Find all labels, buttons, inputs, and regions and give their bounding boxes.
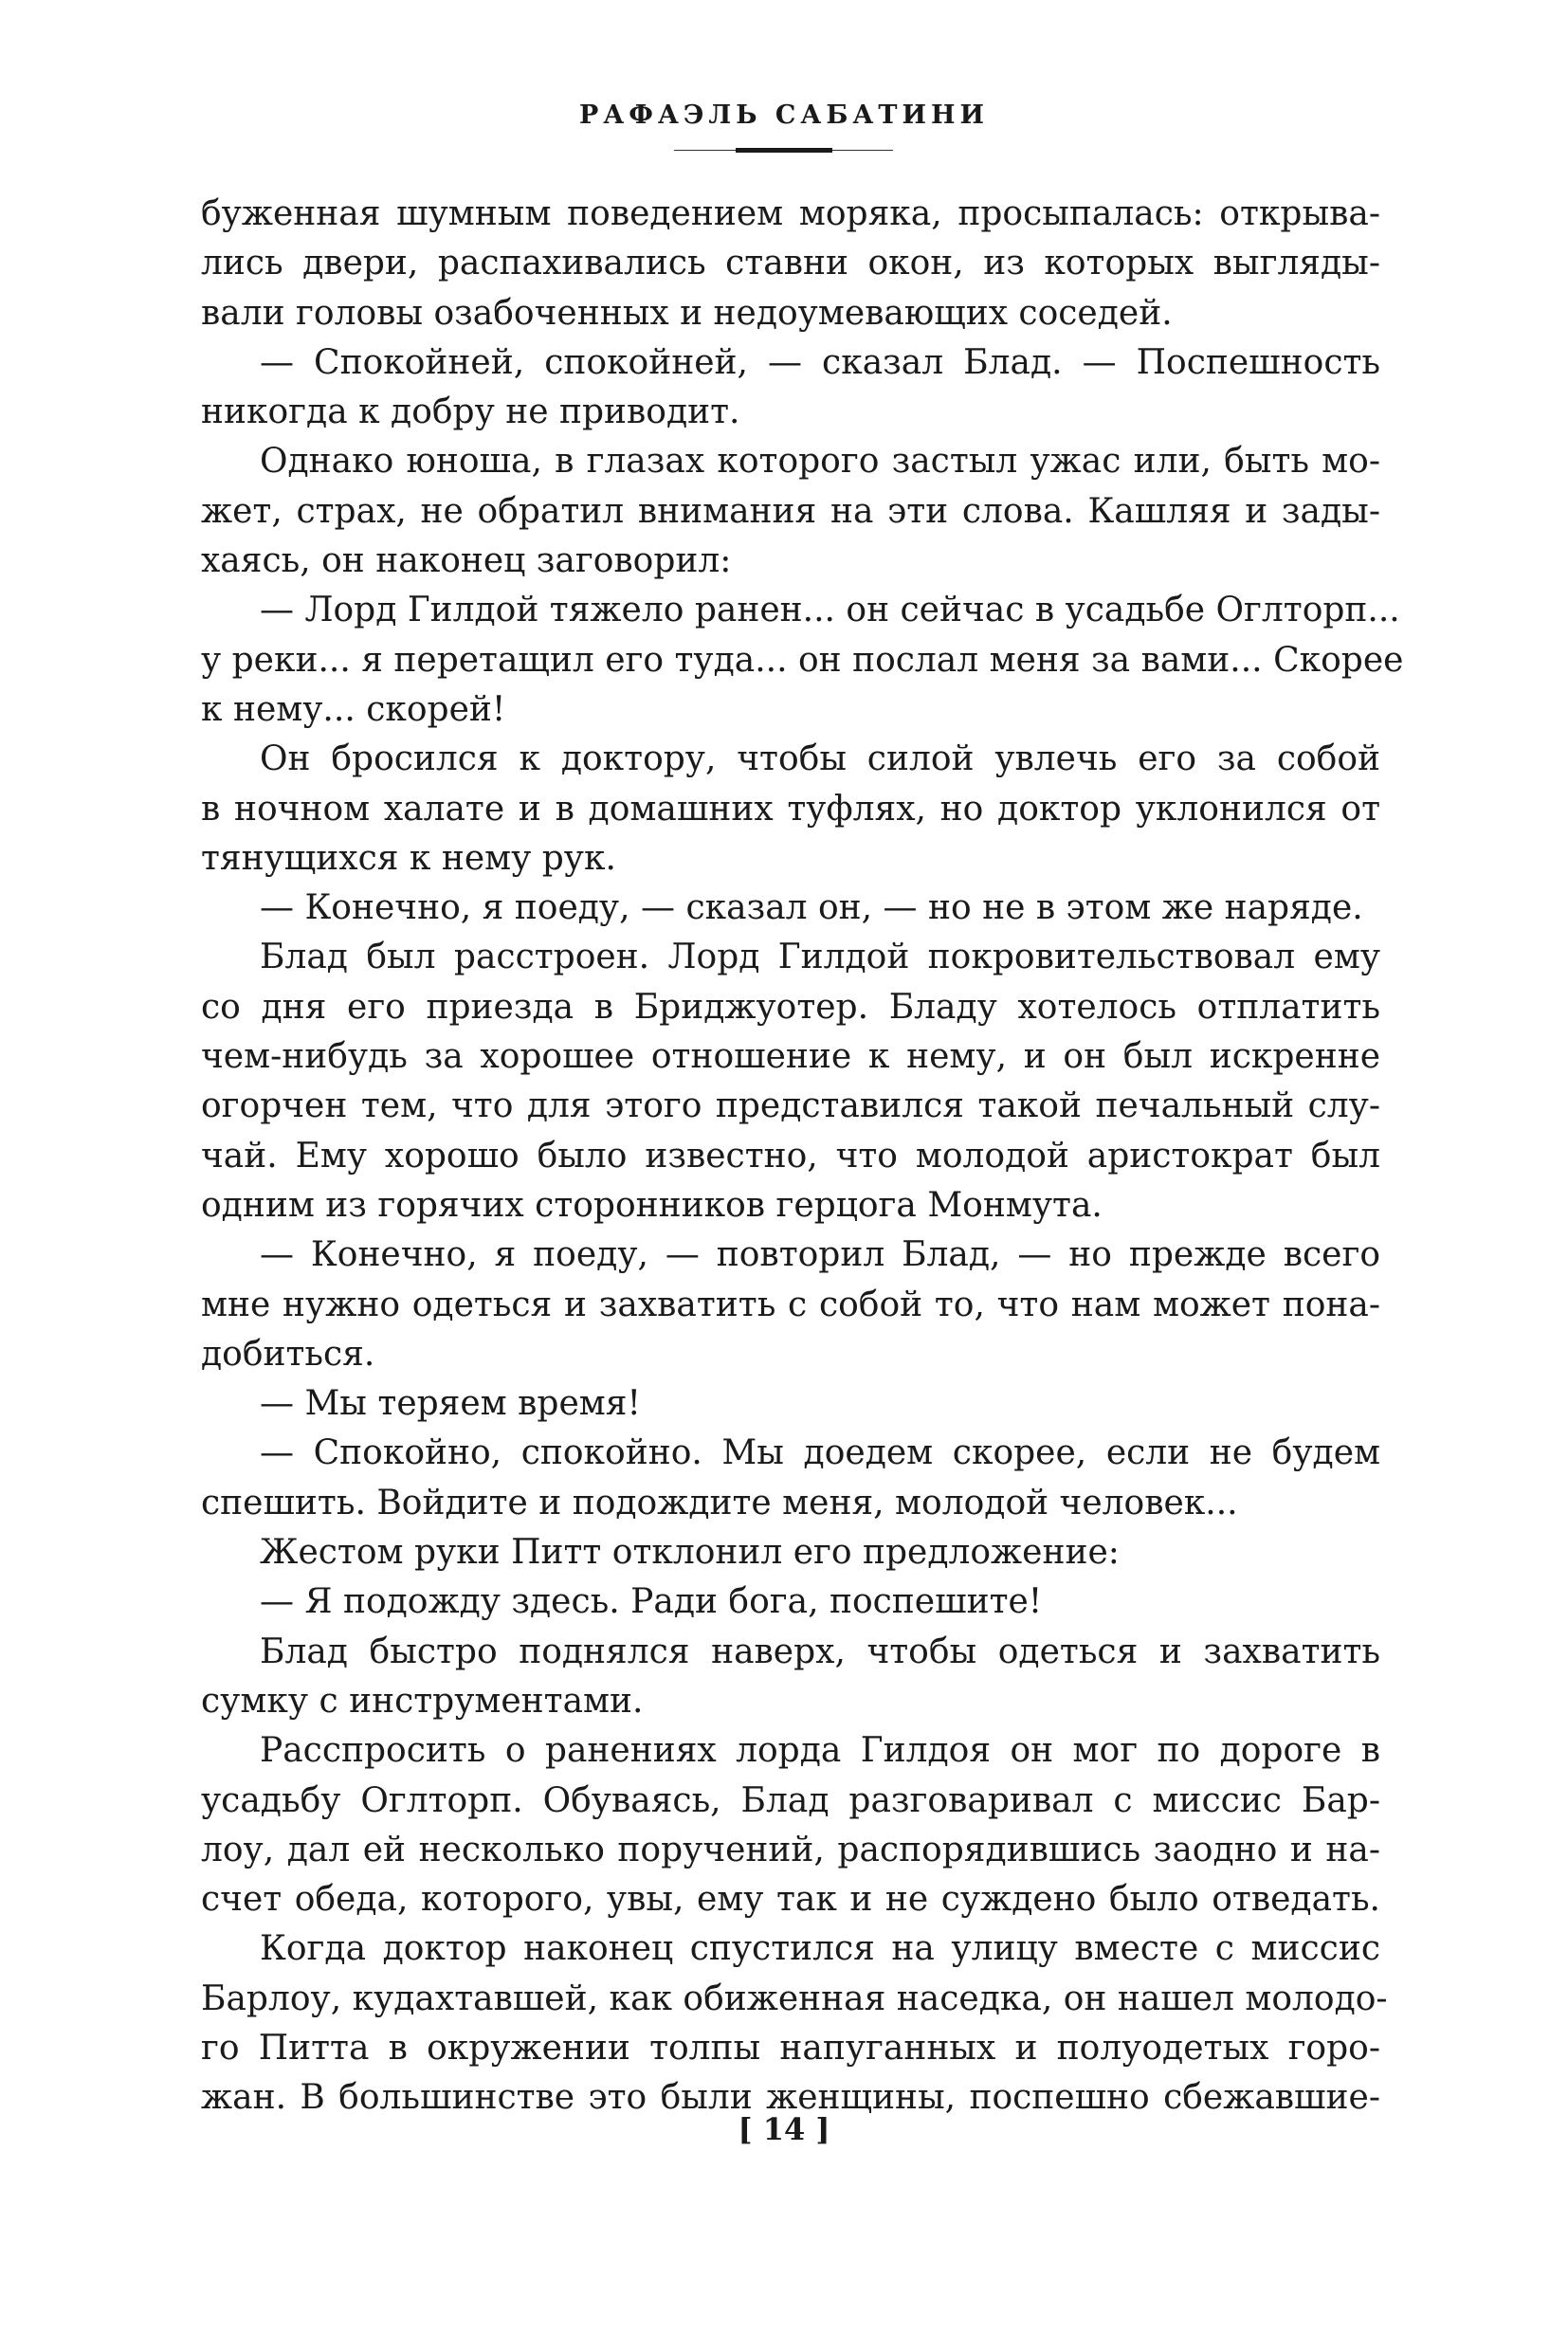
text-line: Блад быстро поднялся наверх, чтобы одеться и захватить — [260, 1632, 1380, 1671]
text-line: Однако юноша, в глазах которого застыл ужас или, быть мо- — [260, 442, 1380, 482]
text-line: усадьбу Оглторп. Обуваясь, Блад разговаривал с миссис Бар- — [201, 1780, 1380, 1820]
page-number: [ 14 ] — [738, 2111, 830, 2147]
text-line: лись двери, распахивались ставни окон, из которых выгляды- — [201, 244, 1380, 283]
body-text — [201, 190, 1404, 2124]
text-line: добиться. — [201, 1334, 375, 1374]
text-line: Когда доктор наконец спустился на улицу вместе с миссис — [260, 1929, 1380, 1969]
text-line: Жестом руки Питт отклонил его предложение: — [260, 1533, 1120, 1573]
header-rule-accent — [736, 148, 832, 153]
text-line: буженная шумным поведением моряка, просыпалась: открыва- — [201, 194, 1380, 233]
text-line: жан. В большинстве это были женщины, поспешно сбежавшие- — [201, 2078, 1380, 2118]
text-line: огорчен тем, что для этого представился такой печальный слу- — [201, 1086, 1380, 1126]
text-line: — Конечно, я поеду, — повторил Блад, — но прежде всего — [260, 1235, 1380, 1275]
running-head-author: РАФАЭЛЬ САБАТИНИ — [578, 100, 990, 130]
text-line: к нему... скорей! — [201, 689, 506, 729]
text-line: никогда к добру не приводит. — [201, 392, 740, 432]
text-line: Блад был расстроен. Лорд Гилдой покровительствовал ему — [260, 938, 1380, 977]
text-line: вали головы озабоченных и недоумевающих соседей. — [201, 293, 1173, 333]
text-line: лоу, дал ей несколько поручений, распорядившись заодно и на- — [201, 1830, 1380, 1869]
text-line: — Конечно, я поеду, — сказал он, — но не в этом же наряде. — [260, 888, 1363, 928]
text-line: Расспросить о ранениях лорда Гилдоя он мог по дороге в — [260, 1731, 1380, 1771]
text-line: Барлоу, кудахтавшей, как обиженная наседка, он нашел молодо- — [201, 1978, 1388, 2018]
text-line: спешить. Войдите и подождите меня, молодой человек... — [201, 1483, 1238, 1522]
text-line: со дня его приезда в Бриджуотер. Бладу хотелось отплатить — [201, 987, 1380, 1027]
text-line: сумку с инструментами. — [201, 1681, 644, 1721]
text-line: чем-нибудь за хорошее отношение к нему, и он был искренне — [201, 1037, 1380, 1077]
text-line: одним из горячих сторонников герцога Монмута. — [201, 1185, 1103, 1225]
text-line: — Я подожду здесь. Ради бога, поспешите! — [260, 1582, 1043, 1622]
text-line: — Спокойно, спокойно. Мы доедем скорее, если не будем — [260, 1433, 1380, 1473]
text-line: мне нужно одеться и захватить с собой то, что нам может пона- — [201, 1285, 1380, 1324]
text-line: в ночном халате и в домашних туфлях, но доктор уклонился от — [201, 789, 1380, 829]
text-line: — Спокойней, спокойней, — сказал Блад. — Поспешность — [260, 342, 1380, 382]
text-line: го Питта в окружении толпы напуганных и полуодетых горо- — [201, 2028, 1380, 2068]
text-line: — Лорд Гилдой тяжело ранен... он сейчас в усадьбе Оглторп... — [260, 591, 1400, 630]
text-line: у реки... я перетащил его туда... он послал меня за вами... Скорее — [201, 640, 1404, 680]
text-line: тянущихся к нему рук. — [201, 838, 616, 878]
text-line: жет, страх, не обратил внимания на эти слова. Кашляя и зады- — [201, 491, 1380, 531]
text-line: чай. Ему хорошо было известно, что молодой аристократ был — [201, 1136, 1380, 1176]
text-line: хаясь, он наконец заговорил: — [201, 541, 732, 581]
text-line: Он бросился к доктору, чтобы силой увлечь его за собой — [260, 739, 1380, 779]
text-line: счет обеда, которого, увы, ему так и не суждено было отведать. — [201, 1880, 1380, 1920]
text-line: — Мы теряем время! — [260, 1384, 641, 1424]
